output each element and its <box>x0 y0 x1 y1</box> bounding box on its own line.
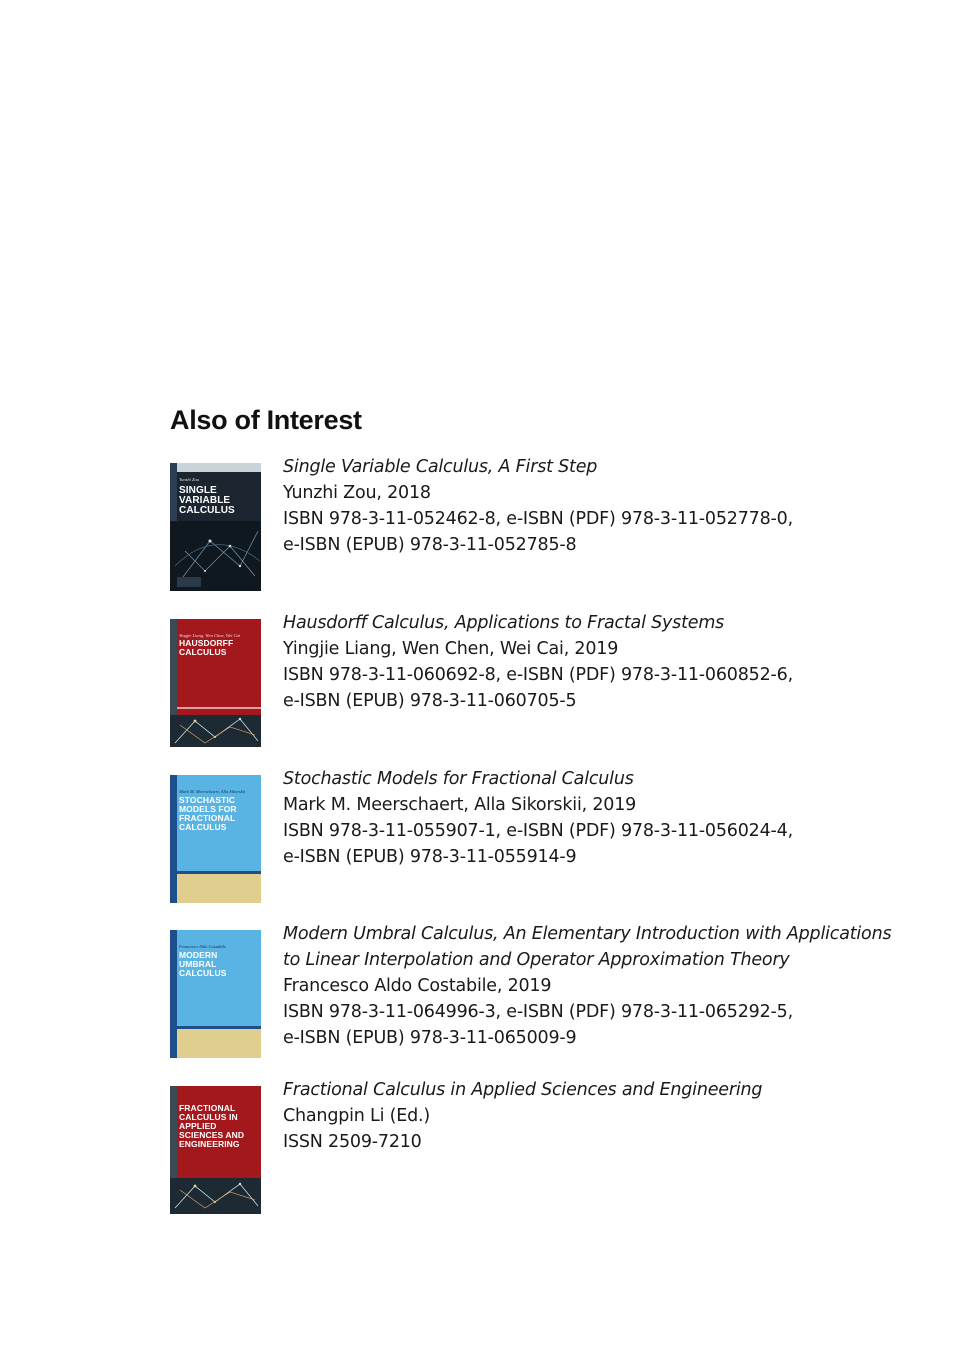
cover-artwork <box>170 1178 261 1214</box>
book-isbn: e-ISBN (EPUB) 978-3-11-065009-9 <box>283 1028 577 1048</box>
cover-author: Yunzhi Zou <box>179 477 199 482</box>
cover-author: Yingjie Liang, Wen Chen, Wei Cai <box>179 633 240 638</box>
book-info <box>283 921 891 1051</box>
book-info <box>283 610 793 714</box>
book-cover <box>170 463 261 591</box>
cover-author: Mark M. Meerschaert, Alla Sikorskii <box>179 789 246 794</box>
cover-title: FRACTIONAL CALCULUS IN APPLIED SCIENCES AND ENGINEERING <box>179 1103 245 1149</box>
book-isbn: e-ISBN (EPUB) 978-3-11-052785-8 <box>283 535 577 555</box>
book-cover <box>170 1086 261 1214</box>
book-cover <box>170 619 261 747</box>
book-info <box>283 766 793 870</box>
book-isbn: ISBN 978-3-11-064996-3, e-ISBN (PDF) 978-3-11-065292-5, <box>283 1002 793 1022</box>
book-isbn: ISBN 978-3-11-055907-1, e-ISBN (PDF) 978-3-11-056024-4, <box>283 821 793 841</box>
cover-title: HAUSDORFF CALCULUS <box>179 638 234 657</box>
cover-title: MODERN UMBRAL CALCULUS <box>179 950 227 978</box>
book-cover <box>170 775 261 903</box>
cover-title: STOCHASTIC MODELS FOR FRACTIONAL CALCULUS <box>179 795 237 832</box>
book-title: Modern Umbral Calculus, An Elementary Introduction with Applications <box>283 924 892 944</box>
book-author: Yunzhi Zou, 2018 <box>283 483 431 503</box>
book-author: Changpin Li (Ed.) <box>283 1106 431 1126</box>
book-title: Fractional Calculus in Applied Sciences and Engineering <box>283 1080 763 1100</box>
book-title: to Linear Interpolation and Operator Approximation Theory <box>283 950 790 970</box>
book-title: Stochastic Models for Fractional Calculus <box>283 769 634 789</box>
book-cover <box>170 930 261 1058</box>
cover-artwork <box>170 715 261 747</box>
cover-author: Francesco Aldo Costabile <box>179 944 226 949</box>
cover-artwork <box>170 521 261 591</box>
section-heading: Also of Interest <box>170 405 362 435</box>
book-author: Yingjie Liang, Wen Chen, Wei Cai, 2019 <box>283 639 619 659</box>
book-info <box>283 454 793 558</box>
book-info <box>283 1077 762 1155</box>
book-isbn: ISBN 978-3-11-060692-8, e-ISBN (PDF) 978-3-11-060852-6, <box>283 665 793 685</box>
book-title: Hausdorff Calculus, Applications to Fractal Systems <box>283 613 725 633</box>
book-author: Mark M. Meerschaert, Alla Sikorskii, 2019 <box>283 795 637 815</box>
book-isbn: ISBN 978-3-11-052462-8, e-ISBN (PDF) 978-3-11-052778-0, <box>283 509 793 529</box>
book-isbn: e-ISBN (EPUB) 978-3-11-055914-9 <box>283 847 577 867</box>
cover-title: SINGLE VARIABLE CALCULUS <box>179 485 235 516</box>
book-title: Single Variable Calculus, A First Step <box>283 457 598 477</box>
book-isbn: ISSN 2509-7210 <box>283 1132 422 1152</box>
book-author: Francesco Aldo Costabile, 2019 <box>283 976 552 996</box>
book-isbn: e-ISBN (EPUB) 978-3-11-060705-5 <box>283 691 577 711</box>
